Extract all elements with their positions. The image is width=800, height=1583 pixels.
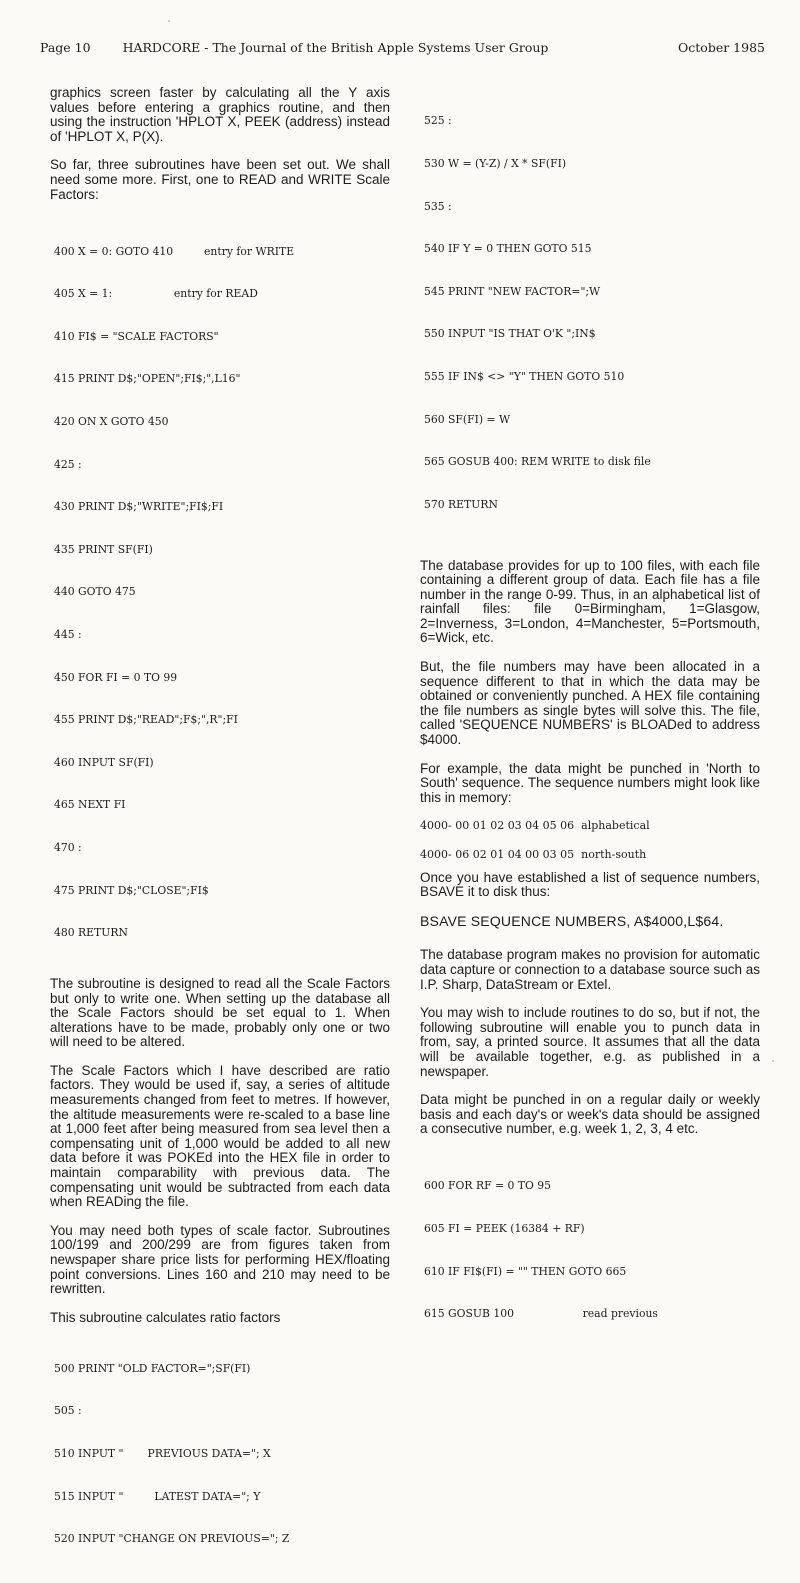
code-line: 535 :	[424, 199, 452, 213]
code-line: 555 IF IN$ <> "Y" THEN GOTO 510	[424, 370, 625, 384]
code-ratio-factors	[54, 1333, 390, 1574]
code-line: 510 INPUT " PREVIOUS DATA="; X	[54, 1447, 271, 1461]
code-scale-factors	[54, 216, 390, 969]
code-line: 600 FOR RF = 0 TO 95	[424, 1179, 552, 1193]
code-ratio-continued	[424, 86, 760, 541]
code-line: 450 FOR FI = 0 TO 99	[54, 670, 178, 684]
paragraph-subroutines-intro: So far, three subroutines have been set out. We shall need some more. First, one to READ and WRITE Scale Factors:	[50, 157, 390, 202]
code-line: 405 X = 1: entry for READ	[54, 287, 258, 301]
code-line: 475 PRINT D$;"CLOSE";FI$	[54, 883, 209, 897]
paragraph-sequence-example: For example, the data might be punched in 'North to South' sequence. The sequence numbers might look like this in memory:	[420, 760, 760, 805]
paragraph-punch-schedule: Data might be punched in on a regular daily or weekly basis and each day's or week's data should be assigned a consecutive number, e.g. week 1, 2, 3, 4 etc.	[420, 1092, 760, 1137]
code-line: 400 X = 0: GOTO 410 entry for WRITE	[54, 244, 295, 258]
left-column	[50, 86, 390, 1583]
paragraph-no-provision: The database program makes no provision for automatic data capture or connection to a database source such as I.P. Sharp, DataStream or Extel.	[420, 947, 760, 992]
paragraph-hplot: graphics screen faster by calculating all the Y axis values before entering a graphics routine, and then using the instruction 'HPLOT X, PEEK (address) instead of 'HPLOT X, P(X).	[50, 85, 390, 144]
code-line: 420 ON X GOTO 450	[54, 415, 169, 428]
code-line: 440 GOTO 475	[54, 585, 136, 599]
paragraph-bsave-intro: Once you have established a list of sequence numbers, BSAVE it to disk thus:	[420, 869, 760, 900]
memory-north-south: 4000- 06 02 01 04 00 03 05 north-south	[420, 848, 647, 861]
code-line: 545 PRINT "NEW FACTOR=";W	[424, 284, 601, 298]
code-line: 570 RETURN	[424, 497, 498, 511]
code-punch-data	[424, 1151, 760, 1350]
code-line: 515 INPUT " LATEST DATA="; Y	[54, 1489, 261, 1503]
journal-title: HARDCORE - The Journal of the British Apple Systems User Group	[122, 40, 549, 55]
issue-date: October 1985	[678, 40, 765, 55]
memory-alphabetical: 4000- 00 01 02 03 04 05 06 alphabetical	[420, 819, 650, 833]
code-line: 415 PRINT D$;"OPEN";FI$;",L16"	[54, 372, 241, 386]
code-line: 550 INPUT "IS THAT O'K ";IN$	[424, 327, 596, 341]
paragraph-punch-routine: You may wish to include routines to do so, but if not, the following subroutine will enable you to punch data in from, say, a printed source. It assumes that all the data will be available together, e.g. as published in a newspaper.	[420, 1005, 760, 1079]
code-line: 500 PRINT "OLD FACTOR=";SF(FI)	[54, 1361, 251, 1375]
code-line: 455 PRINT D$;"READ";F$;",R";FI	[54, 713, 238, 727]
code-line: 425 :	[54, 457, 82, 471]
paragraph-ratio-subroutine: This subroutine calculates ratio factors	[50, 1309, 281, 1325]
code-line: 505 :	[54, 1404, 82, 1418]
page-header	[40, 40, 765, 55]
scan-speck	[772, 1060, 774, 1062]
code-line: 465 NEXT FI	[54, 798, 126, 812]
paragraph-subroutine-design: The subroutine is designed to read all the Scale Factors but only to write one. When setting up the database all the Scale Factors should be set equal to 1. When alterations have to be made, probably only one or two will need to be altered.	[50, 975, 390, 1050]
code-line: 560 SF(FI) = W	[424, 412, 511, 426]
page-number: Page 10	[40, 40, 91, 55]
paragraph-database-files: The database provides for up to 100 files, with each file containing a different group of data. Each file has a file number in the range 0-99. Thus, in an alphabetical list of rainfall files: file 0=Birmingham, 1=Glasgow, 2=Inverness, 3=London, 4=Manchester, 5=Portsmouth, 6=Wick, etc.	[420, 557, 760, 646]
right-column	[420, 86, 760, 1358]
code-line: 430 PRINT D$;"WRITE";FI$;FI	[54, 500, 224, 514]
code-line: 410 FI$ = "SCALE FACTORS"	[54, 329, 219, 343]
code-line: 610 IF FI$(FI) = "" THEN GOTO 665	[424, 1264, 627, 1278]
code-line: 615 GOSUB 100 read previous	[424, 1307, 658, 1321]
code-line: 520 INPUT "CHANGE ON PREVIOUS="; Z	[54, 1532, 290, 1546]
paragraph-scale-types: You may need both types of scale factor. Subroutines 100/199 and 200/299 are from figures taken from newspaper share price lists for performing HEX/floating point conversions. Lines 160 and 210 may need to be rewritten.	[50, 1222, 390, 1297]
code-line: 480 RETURN	[54, 926, 128, 940]
bsave-command: BSAVE SEQUENCE NUMBERS, A$4000,L$64.	[420, 912, 724, 929]
code-line: 540 IF Y = 0 THEN GOTO 515	[424, 242, 592, 256]
paragraph-file-numbers: But, the file numbers may have been allocated in a sequence different to that in which the data may be obtained or conveniently punched. A HEX file containing the file numbers as single bytes will solve this. The file, called 'SEQUENCE NUMBERS' is BLOADed to address $4000.	[420, 659, 760, 748]
code-line: 530 W = (Y-Z) / X * SF(FI)	[424, 157, 567, 171]
paragraph-ratio-factors: The Scale Factors which I have described are ratio factors. They would be used if, say, a series of altitude measurements changed from feet to metres. If however, the altitude measurements were re-scaled to a base line at 1,000 feet after being measured from sea level then a compensating unit of 1,000 would be added to all new data before it was POKEd into the HEX file in order to maintain comparability with previous data. The compensating unit would be subtracted from each data when READing the file.	[50, 1062, 390, 1210]
code-line: 525 :	[424, 114, 452, 128]
code-line: 565 GOSUB 400: REM WRITE to disk file	[424, 455, 651, 469]
scan-speck	[168, 20, 170, 22]
code-line: 470 :	[54, 841, 82, 855]
code-line: 435 PRINT SF(FI)	[54, 542, 153, 556]
code-line: 460 INPUT SF(FI)	[54, 755, 154, 769]
code-line: 605 FI = PEEK (16384 + RF)	[424, 1221, 585, 1235]
code-line: 445 :	[54, 628, 82, 642]
